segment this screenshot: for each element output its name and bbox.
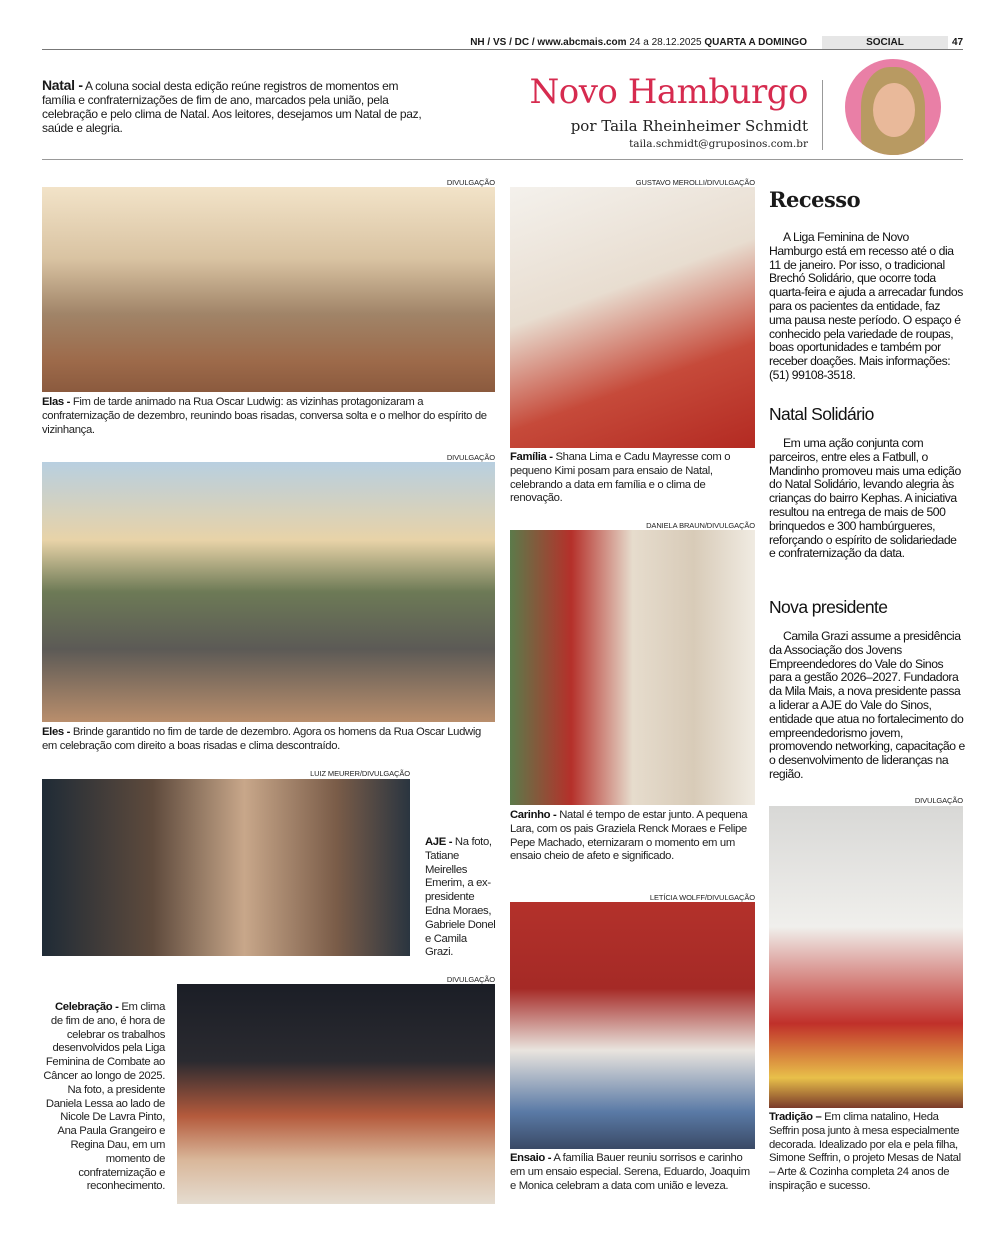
byline: por Taila Rheinheimer Schmidt [570, 117, 808, 135]
photo-caption: Ensaio - A família Bauer reuniu sorrisos e carinho em um ensaio especial. Serena, Eduardo, Joaquim e Monica celebram a data com união e leveza. [510, 1152, 750, 1192]
photo-women-neighbors [42, 187, 495, 392]
photo-caption: Celebração - Em clima de fim de ano, é hora de celebrar os trabalhos desenvolvidos pela Liga Feminina de Combate ao Câncer ao longo de 2025. Na foto, a presidente Daniela Lessa ao lado de Nicole De Lavra Pinto, Ana Paula Grangeiro e Regina Dau, em um momento de confraternização e reconhecimento. [43, 1001, 165, 1193]
photo-caption: Carinho - Natal é tempo de estar junto. A pequena Lara, com os pais Graziela Renck Moraes e Felipe Pepe Machado, eternizaram o momento em um ensaio cheio de afeto e significado. [510, 809, 748, 863]
photo-credit: LUIZ MEURER/DIVULGAÇÃO [310, 769, 410, 778]
article-body: Em uma ação conjunta com parceiros, entre eles a Fatbull, o Mandinho promoveu mais uma edição do Natal Solidário, levando alegria às crianças do bairro Kephas. A iniciativa resultou na entrega de mais de 500 brinquedos e 300 hambúrgueres, reforçando o espírito de solidariedade e confraternização da data. [769, 436, 961, 561]
photo-credit: DANIELA BRAUN/DIVULGAÇÃO [646, 521, 755, 530]
article-heading: Natal Solidário [769, 404, 874, 424]
page-header [42, 36, 963, 50]
photo-tradicao [769, 806, 963, 1108]
photo-caption: Tradição – Em clima natalino, Heda Seffrin posa junto à mesa especialmente decorada. Idealizado por ela e pela filha, Simone Seffrin, o projeto Mesas de Natal – Arte & Cozinha completa 24 anos de inspiração e sucesso. [769, 1111, 961, 1192]
photo-aje-women [42, 779, 410, 956]
photo-caption: Família - Shana Lima e Cadu Mayresse com o pequeno Kimi posam para ensaio de Natal, celebrando a data em família e o clima de renovação. [510, 451, 731, 505]
photo-credit: DIVULGAÇÃO [446, 453, 495, 462]
article-body: Camila Grazi assume a presidência da Associação dos Jovens Empreendedores do Vale do Sinos para a gestão 2026–2027. Fundadora da Mila Mais, a nova presidente passa a liderar a AJE do Vale do Sinos, entidade que atua no fortalecimento do empreendedorismo jovem, promovendo networking, capacitação e o desenvolvimento de lideranças na região. [769, 629, 965, 781]
photo-credit: DIVULGAÇÃO [446, 178, 495, 187]
photo-credit: DIVULGAÇÃO [914, 796, 963, 805]
article-heading: Nova presidente [769, 597, 888, 617]
author-avatar [845, 59, 941, 155]
photo-credit: LETÍCIA WOLFF/DIVULGAÇÃO [649, 893, 755, 902]
page-number: 47 [952, 37, 964, 48]
divider [42, 159, 963, 160]
photo-carinho [510, 530, 755, 805]
photo-credit: GUSTAVO MEROLLI/DIVULGAÇÃO [635, 178, 755, 187]
photo-familia [510, 187, 755, 448]
photo-ensaio [510, 902, 755, 1149]
article-body: A Liga Feminina de Novo Hamburgo está em recesso até o dia 11 de janeiro. Por isso, o tradicional Brechó Solidário, que ocorre toda quarta-feira e ajuda a arrecadar fundos para os pacientes da entidade, faz uma pausa neste período. O espaço é conhecido pela variedade de roupas, boas oportunidades e também por receber doações. Mais informações: (51) 99108-3518. [769, 230, 963, 382]
article-heading: Recesso [769, 187, 861, 212]
divider [822, 80, 823, 150]
edition-info: NH / VS / DC / www.abcmais.com 24 a 28.12.2025 QUARTA A DOMINGO [470, 37, 807, 48]
photo-men-neighbors [42, 462, 495, 722]
photo-liga-feminina [177, 984, 495, 1204]
intro-text: Natal - A coluna social desta edição reúne registros de momentos em família e confraternizações de fim de ano, marcados pela união, pela celebração e pelo clima de Natal. Aos leitores, desejamos um Natal de paz, saúde e alegria. [42, 77, 422, 135]
section-label: SOCIAL [822, 36, 948, 49]
photo-caption: Eles - Brinde garantido no fim de tarde de dezembro. Agora os homens da Rua Oscar Ludwig em celebração com direito a boas risadas e clima descontraído. [42, 726, 481, 752]
author-email[interactable]: taila.schmidt@gruposinos.com.br [629, 138, 808, 150]
photo-caption: AJE - Na foto, Tatiane Meirelles Emerim, a ex-presidente Edna Moraes, Gabriele Donel e Camila Grazi. [425, 836, 496, 959]
column-title: Novo Hamburgo [529, 72, 808, 112]
photo-credit: DIVULGAÇÃO [446, 975, 495, 984]
divider [42, 49, 963, 50]
photo-caption: Elas - Fim de tarde animado na Rua Oscar Ludwig: as vizinhas protagonizaram a confraternização de dezembro, reunindo boas risadas, conversa solta e o melhor do espírito de vizinhança. [42, 396, 487, 436]
